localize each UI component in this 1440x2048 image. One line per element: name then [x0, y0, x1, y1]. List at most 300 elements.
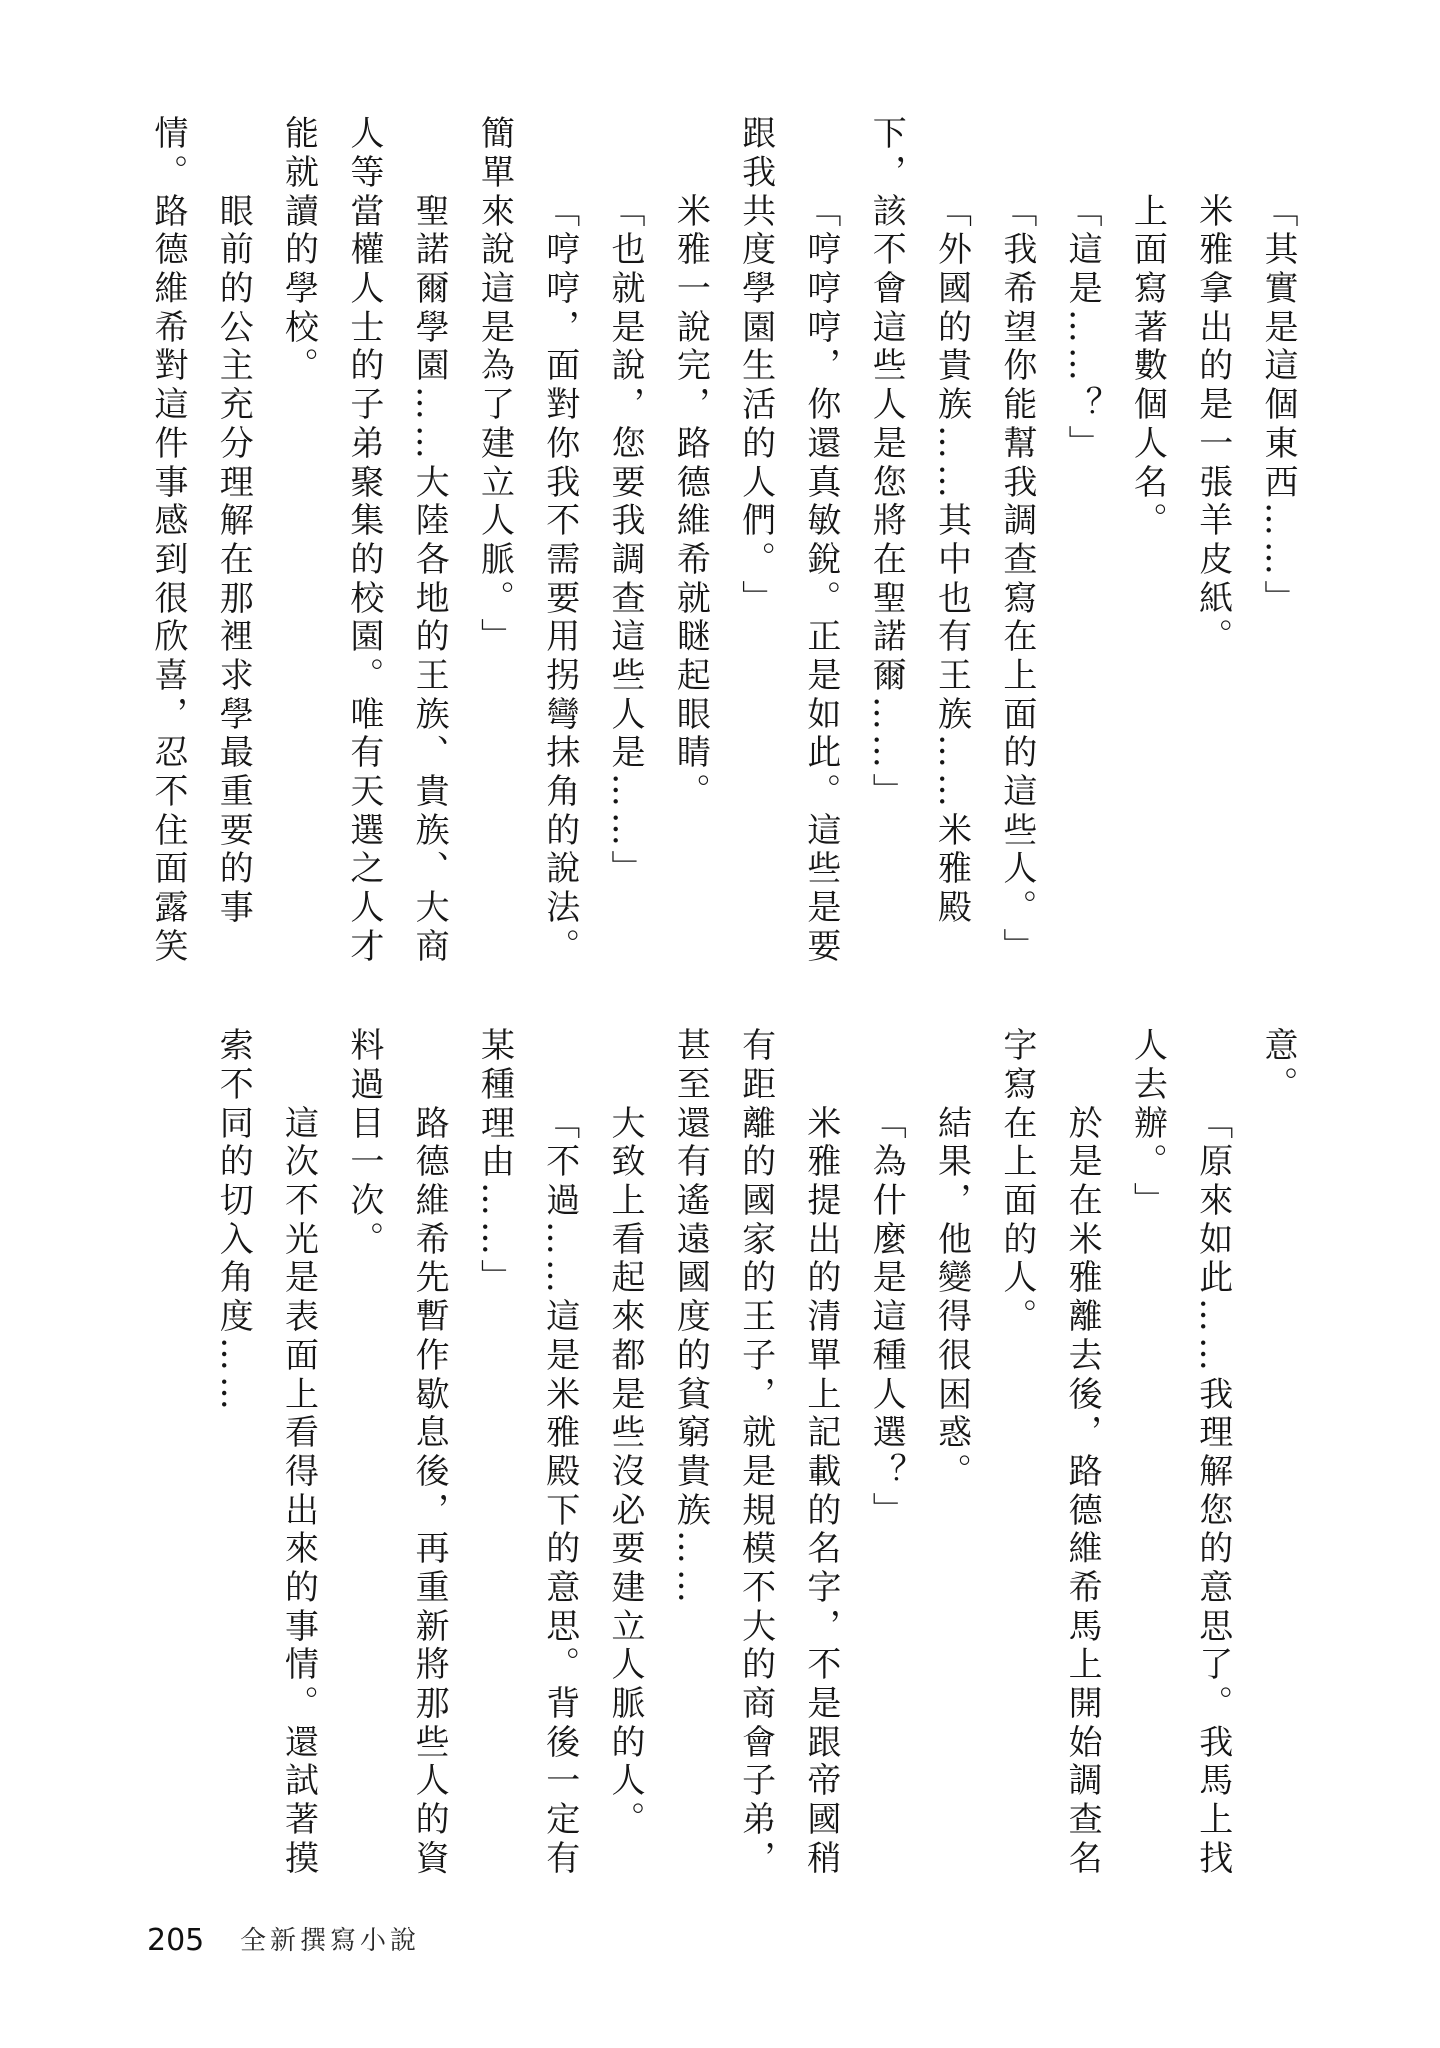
character-cell: 「	[1192, 1104, 1233, 1139]
character-cell: 的	[278, 1568, 319, 1603]
character-cell: 面	[996, 695, 1037, 730]
character-cell: 的	[735, 1646, 776, 1681]
character-cell: 。	[931, 1452, 972, 1487]
text-column	[1179, 113, 1244, 655]
character-cell: 理	[213, 463, 254, 498]
character-cell: 模	[735, 1530, 776, 1565]
character-cell: 最	[213, 734, 254, 769]
character-cell: 為	[474, 347, 515, 382]
character-cell: ，	[409, 1491, 450, 1526]
character-cell: 將	[409, 1646, 450, 1681]
character-cell: …	[866, 734, 907, 769]
character-cell: 諾	[409, 231, 450, 266]
character-cell: 也	[931, 579, 972, 614]
character-cell: 維	[670, 502, 711, 537]
character-cell: 的	[800, 1259, 841, 1294]
character-cell: 聚	[343, 463, 384, 498]
character-cell: 我	[996, 463, 1037, 498]
character-cell: 在	[866, 540, 907, 575]
character-cell: 甚	[670, 1027, 711, 1062]
character-cell: 思	[1192, 1607, 1233, 1642]
text-column	[1114, 1025, 1179, 1218]
character-cell: 不	[735, 1568, 776, 1603]
character-cell: …	[213, 1375, 254, 1410]
character-cell: 」	[1062, 424, 1103, 459]
character-cell: 我	[539, 463, 580, 498]
character-cell: 會	[735, 1723, 776, 1758]
character-cell: …	[1062, 308, 1103, 343]
character-cell: 貴	[670, 1452, 711, 1487]
character-cell: 得	[931, 1298, 972, 1333]
character-cell: 至	[670, 1066, 711, 1101]
character-cell: 提	[800, 1182, 841, 1217]
character-cell: 是	[474, 308, 515, 343]
character-cell: 些	[605, 656, 646, 691]
character-cell: …	[670, 1530, 711, 1565]
character-cell: 數	[1127, 347, 1168, 382]
character-cell: 路	[147, 192, 188, 227]
character-cell: 感	[147, 502, 188, 537]
character-cell: 」	[866, 1491, 907, 1526]
character-cell: ，	[670, 386, 711, 421]
character-cell: 維	[409, 1182, 450, 1217]
character-cell: 露	[147, 889, 188, 924]
character-cell: 園	[409, 347, 450, 382]
text-column	[396, 1025, 461, 1876]
character-cell: 字	[800, 1568, 841, 1603]
character-cell: 住	[147, 811, 188, 846]
character-cell: 意	[539, 1568, 580, 1603]
character-cell: 跟	[735, 115, 776, 150]
character-cell: 離	[735, 1104, 776, 1139]
character-cell: 哼	[539, 231, 580, 266]
text-column	[1049, 1025, 1114, 1876]
character-cell: 的	[931, 308, 972, 343]
character-cell: 件	[147, 424, 188, 459]
character-cell: 解	[1192, 1452, 1233, 1487]
character-cell: 這	[539, 1298, 580, 1333]
character-cell: 王	[931, 656, 972, 691]
character-cell: 查	[1062, 1801, 1103, 1836]
character-cell: 士	[343, 308, 384, 343]
character-cell: 是	[278, 1259, 319, 1294]
text-column	[396, 113, 461, 964]
character-cell: 生	[735, 347, 776, 382]
character-cell: 。	[343, 656, 384, 691]
character-cell: 後	[1062, 1375, 1103, 1410]
character-cell: 子	[343, 386, 384, 421]
character-cell: 國	[670, 1259, 711, 1294]
character-cell: 選	[866, 1414, 907, 1449]
character-cell: 雅	[1192, 231, 1233, 266]
character-cell: 去	[1127, 1066, 1168, 1101]
character-cell: 來	[474, 192, 515, 227]
character-cell: 「	[800, 192, 841, 227]
character-cell: 人	[343, 889, 384, 924]
character-cell: 載	[800, 1452, 841, 1487]
character-cell: 單	[474, 154, 515, 189]
text-column	[853, 113, 918, 809]
character-cell: 起	[670, 656, 711, 691]
character-cell: 我	[735, 154, 776, 189]
character-cell: 脈	[605, 1685, 646, 1720]
character-cell: 米	[539, 1375, 580, 1410]
character-cell: 帝	[800, 1762, 841, 1797]
character-cell: 家	[735, 1220, 776, 1255]
character-cell: 距	[735, 1066, 776, 1101]
character-cell: 分	[213, 424, 254, 459]
character-cell: 有	[735, 1027, 776, 1062]
character-cell: 西	[1258, 463, 1298, 498]
character-cell: ，	[800, 1607, 841, 1642]
character-cell: 表	[278, 1298, 319, 1333]
character-cell: 希	[996, 270, 1037, 305]
character-cell: 敏	[800, 502, 841, 537]
character-cell: 下	[866, 115, 907, 150]
character-cell: ，	[147, 695, 188, 730]
character-cell: 著	[278, 1801, 319, 1836]
character-cell: 查	[605, 579, 646, 614]
character-cell: 事	[213, 889, 254, 924]
character-cell: 在	[1062, 1182, 1103, 1217]
character-cell: 暫	[409, 1298, 450, 1333]
text-column	[592, 1025, 657, 1837]
character-cell: 」	[866, 773, 907, 808]
character-cell: 「	[866, 1104, 907, 1139]
character-cell: 米	[1062, 1220, 1103, 1255]
character-cell: 將	[866, 502, 907, 537]
text-column	[918, 113, 983, 925]
text-column	[1245, 1025, 1310, 1102]
character-cell: 的	[735, 1259, 776, 1294]
character-cell: 對	[539, 386, 580, 421]
character-cell: 的	[670, 1336, 711, 1371]
character-cell: 變	[931, 1259, 972, 1294]
character-cell: 「	[1258, 192, 1298, 227]
text-column	[135, 113, 200, 964]
character-cell: 調	[605, 540, 646, 575]
character-cell: ，	[539, 308, 580, 343]
character-cell: 。	[539, 927, 580, 962]
text-column	[461, 113, 526, 655]
text-column	[984, 113, 1049, 964]
character-cell: 抹	[539, 734, 580, 769]
character-cell: 裡	[213, 618, 254, 653]
character-cell: 外	[931, 231, 972, 266]
character-cell: 的	[213, 1143, 254, 1178]
character-cell: 求	[213, 656, 254, 691]
character-cell: 族	[670, 1491, 711, 1526]
character-cell: 些	[866, 347, 907, 382]
character-cell: 德	[1062, 1491, 1103, 1526]
character-cell: 出	[800, 1220, 841, 1255]
character-cell: 才	[343, 927, 384, 962]
character-cell: 是	[1062, 1143, 1103, 1178]
text-column	[331, 113, 396, 964]
character-cell: 我	[996, 231, 1037, 266]
character-cell: 上	[1192, 1801, 1233, 1836]
character-cell: 王	[409, 656, 450, 691]
character-cell: 的	[213, 850, 254, 885]
character-cell: 大	[409, 463, 450, 498]
character-cell: 名	[1062, 1839, 1103, 1874]
character-cell: 還	[800, 424, 841, 459]
character-cell: 對	[147, 347, 188, 382]
character-cell: 看	[605, 1220, 646, 1255]
character-cell: 就	[605, 270, 646, 305]
character-cell: 這	[996, 773, 1037, 808]
character-cell: 要	[800, 927, 841, 962]
character-cell: 校	[278, 308, 319, 343]
character-cell: 銳	[800, 540, 841, 575]
character-cell: 。	[278, 347, 319, 382]
character-cell: 。	[996, 889, 1037, 924]
character-cell: 要	[213, 811, 254, 846]
character-cell: 族	[931, 386, 972, 421]
character-cell: 歇	[409, 1375, 450, 1410]
character-cell: …	[931, 734, 972, 769]
character-cell: 面	[147, 850, 188, 885]
character-cell: 雅	[539, 1414, 580, 1449]
character-cell: 的	[996, 1220, 1037, 1255]
character-cell: 如	[800, 695, 841, 730]
character-cell: 在	[996, 1104, 1037, 1139]
character-cell: 麼	[866, 1220, 907, 1255]
character-cell: 正	[800, 618, 841, 653]
character-cell: 說	[670, 308, 711, 343]
character-cell: 該	[866, 192, 907, 227]
character-cell: 的	[343, 347, 384, 382]
character-cell: 希	[409, 1220, 450, 1255]
character-cell: 眼	[670, 695, 711, 730]
character-cell: 。	[1258, 1066, 1298, 1101]
character-cell: 種	[866, 1336, 907, 1371]
character-cell: 是	[1258, 308, 1298, 343]
character-cell: 建	[474, 424, 515, 459]
character-cell: 窮	[670, 1414, 711, 1449]
character-cell: 於	[1062, 1104, 1103, 1139]
text-column	[1179, 1025, 1244, 1876]
character-cell: 上	[1127, 192, 1168, 227]
character-cell: 什	[866, 1182, 907, 1217]
character-cell: 國	[931, 270, 972, 305]
character-cell: 不	[800, 1646, 841, 1681]
character-cell: 息	[409, 1414, 450, 1449]
character-cell: 說	[605, 347, 646, 382]
character-cell: 欣	[147, 618, 188, 653]
character-cell: 人	[605, 1646, 646, 1681]
character-cell: 調	[1062, 1762, 1103, 1797]
character-cell: 子	[735, 1762, 776, 1797]
character-cell: 這	[605, 618, 646, 653]
character-cell: 學	[735, 270, 776, 305]
character-cell: 出	[1192, 308, 1233, 343]
character-cell: 德	[409, 1143, 450, 1178]
character-cell: 名	[800, 1530, 841, 1565]
character-cell: ，	[931, 1182, 972, 1217]
character-cell: 一	[1192, 424, 1233, 459]
character-cell: …	[605, 773, 646, 808]
character-cell: 些	[996, 811, 1037, 846]
character-cell: 園	[343, 618, 384, 653]
character-cell: 過	[343, 1066, 384, 1101]
character-cell: 說	[539, 850, 580, 885]
character-cell: …	[1192, 1336, 1233, 1371]
character-cell: 必	[605, 1491, 646, 1526]
character-cell: …	[931, 424, 972, 459]
text-column	[200, 113, 265, 925]
character-cell: ，	[800, 347, 841, 382]
character-cell: 這	[1062, 231, 1103, 266]
character-cell: 的	[343, 540, 384, 575]
character-cell: 說	[474, 231, 515, 266]
character-cell: 真	[800, 463, 841, 498]
character-cell: 開	[1062, 1685, 1103, 1720]
character-cell: 您	[866, 463, 907, 498]
character-cell: 是	[800, 889, 841, 924]
character-cell: 入	[213, 1220, 254, 1255]
character-cell: …	[539, 1220, 580, 1255]
character-cell: 那	[213, 579, 254, 614]
character-cell: 都	[605, 1336, 646, 1371]
character-cell: 米	[800, 1104, 841, 1139]
character-cell: 目	[343, 1104, 384, 1139]
character-cell: 族	[931, 695, 972, 730]
text-column	[918, 1025, 983, 1489]
character-cell: …	[1258, 540, 1298, 575]
character-cell: 人	[605, 695, 646, 730]
character-cell: 如	[1192, 1220, 1233, 1255]
character-cell: 大	[605, 1104, 646, 1139]
character-cell: 貴	[931, 347, 972, 382]
character-cell: 來	[278, 1530, 319, 1565]
character-cell: 脈	[474, 540, 515, 575]
character-cell: 要	[605, 1530, 646, 1565]
character-cell: 你	[996, 347, 1037, 382]
character-cell: 人	[735, 463, 776, 498]
character-cell: 事	[147, 463, 188, 498]
character-cell: …	[539, 1259, 580, 1294]
character-cell: …	[1062, 347, 1103, 382]
character-cell: 前	[213, 231, 254, 266]
character-cell: 下	[539, 1491, 580, 1526]
character-cell: 角	[539, 773, 580, 808]
character-cell: 人	[866, 1375, 907, 1410]
character-cell: 解	[213, 502, 254, 537]
character-cell: 遙	[670, 1182, 711, 1217]
character-cell: ，	[605, 386, 646, 421]
character-cell: 背	[539, 1685, 580, 1720]
character-cell: 路	[1062, 1452, 1103, 1487]
character-cell: 個	[1127, 386, 1168, 421]
character-cell: ，	[735, 1375, 776, 1410]
character-cell: 地	[409, 579, 450, 614]
character-cell: ，	[866, 154, 907, 189]
character-cell: 沒	[605, 1452, 646, 1487]
character-cell: 人	[996, 1259, 1037, 1294]
character-cell: 幫	[996, 424, 1037, 459]
character-cell: 在	[213, 540, 254, 575]
text-column	[657, 113, 722, 809]
text-column	[1049, 113, 1114, 461]
character-cell: 單	[800, 1336, 841, 1371]
character-cell: 事	[278, 1607, 319, 1642]
character-cell: 情	[278, 1646, 319, 1681]
character-cell: 遠	[670, 1220, 711, 1255]
character-cell: 「	[1062, 192, 1103, 227]
character-cell: 公	[213, 308, 254, 343]
character-cell: 的	[539, 811, 580, 846]
character-cell: 雅	[931, 850, 972, 885]
character-cell: 紙	[1192, 579, 1233, 614]
character-cell: 馬	[1062, 1607, 1103, 1642]
character-cell: 米	[931, 811, 972, 846]
character-cell: 這	[866, 308, 907, 343]
character-cell: …	[474, 1220, 515, 1255]
character-cell: 規	[735, 1491, 776, 1526]
character-cell: 希	[670, 540, 711, 575]
character-cell: 。	[539, 1646, 580, 1681]
character-cell: …	[931, 463, 972, 498]
character-cell: 找	[1192, 1839, 1233, 1874]
character-cell: 笑	[147, 927, 188, 962]
character-cell: 次	[278, 1143, 319, 1178]
character-cell: 們	[735, 502, 776, 537]
character-cell: 雅	[800, 1143, 841, 1178]
character-cell: …	[409, 424, 450, 459]
character-cell: 商	[735, 1685, 776, 1720]
character-cell: 些	[605, 1414, 646, 1449]
character-cell: 大	[409, 889, 450, 924]
character-cell: 忍	[147, 734, 188, 769]
character-cell: 試	[278, 1762, 319, 1797]
character-cell: 是	[866, 424, 907, 459]
character-cell: 中	[931, 540, 972, 575]
character-cell: 種	[474, 1066, 515, 1101]
character-cell: 學	[278, 270, 319, 305]
character-cell: 雅	[670, 231, 711, 266]
character-cell: 要	[605, 463, 646, 498]
character-cell: 爾	[409, 270, 450, 305]
character-cell: 。	[1127, 502, 1168, 537]
character-cell: 雅	[1062, 1259, 1103, 1294]
character-cell: 些	[409, 1723, 450, 1758]
character-cell: 是	[800, 1685, 841, 1720]
character-cell: 稍	[800, 1839, 841, 1874]
character-cell: 跟	[800, 1723, 841, 1758]
character-cell: 貧	[670, 1375, 711, 1410]
character-cell: 記	[800, 1414, 841, 1449]
text-column	[592, 113, 657, 887]
character-cell: 人	[343, 115, 384, 150]
character-cell: 作	[409, 1336, 450, 1371]
character-cell: 需	[539, 540, 580, 575]
character-cell: 陸	[409, 502, 450, 537]
character-cell: 。	[1192, 618, 1233, 653]
character-cell: …	[474, 1182, 515, 1217]
text-column	[984, 1025, 1049, 1335]
character-cell: 重	[213, 773, 254, 808]
character-cell: 哼	[539, 270, 580, 305]
character-cell: 貴	[409, 773, 450, 808]
text-column	[657, 1025, 722, 1605]
character-cell: 維	[147, 270, 188, 305]
character-cell: 他	[931, 1220, 972, 1255]
character-cell: 不	[147, 773, 188, 808]
character-cell: 商	[409, 927, 450, 962]
character-cell: 著	[1127, 308, 1168, 343]
character-cell: 出	[278, 1491, 319, 1526]
